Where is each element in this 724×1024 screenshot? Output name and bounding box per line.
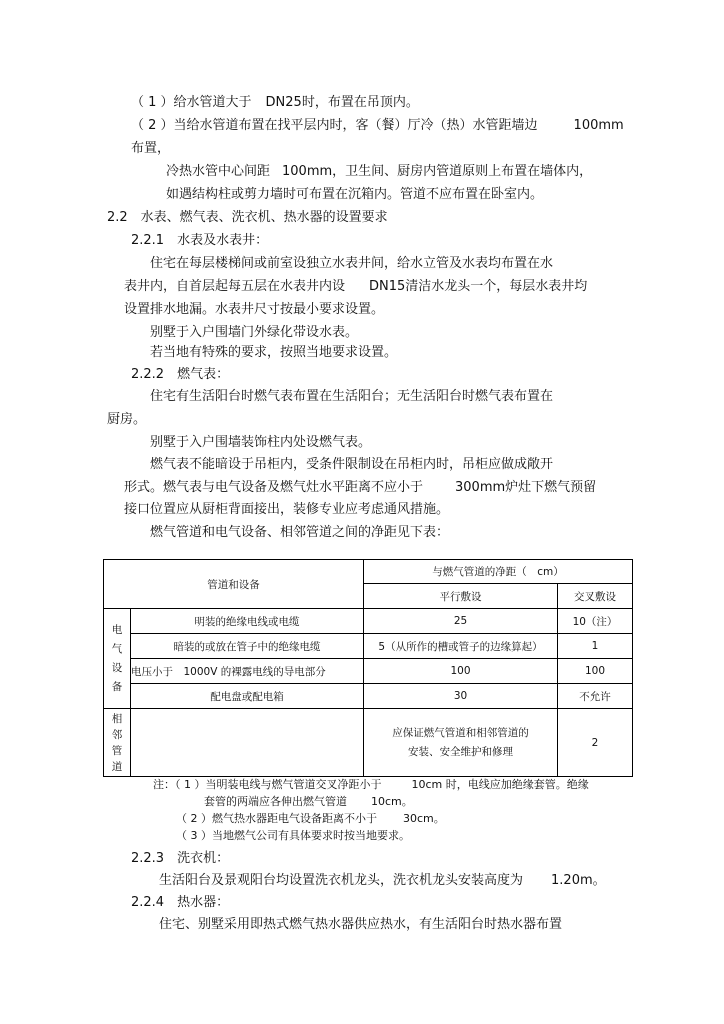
text-line: 别墅于入户围墙装饰柱内处设燃气表。: [150, 435, 372, 450]
text-line: 设置排水地漏。水表井尺寸按最小要求设置。: [124, 302, 385, 317]
text-line: 住宅、别墅采用即热式燃气热水器供应热水，有生活阳台时热水器布置: [159, 917, 563, 932]
section-heading: 2.2 水表、燃气表、洗衣机、热水器的设置要求: [107, 210, 388, 225]
table-cell-item: 配电盘或配电箱: [131, 684, 364, 709]
table-cell-cross: 10（注）: [558, 609, 633, 634]
header-parallel: 平行敷设: [364, 584, 558, 609]
header-clearance: 与燃气管道的净距（ cm）: [364, 560, 633, 584]
text-line: 燃气表不能暗设于吊柜内，受条件限制设在吊柜内时，吊柜应做成敞开: [150, 457, 554, 472]
text-line: （ 2 ）当给水管道布置在找平层内时，客（餐）厅冷（热）水管距墙边 100mm: [131, 118, 624, 133]
text-line: 别墅于入户围墙门外绿化带设水表。: [150, 325, 359, 340]
table-cell-item: 明装的绝缘电线或电缆: [131, 609, 364, 634]
text-line: 表井内，自首层起每五层在水表井内设 DN15清洁水龙头一个，每层水表井均: [124, 279, 588, 294]
table-cell-cross: 不允许: [558, 684, 633, 709]
text-line: 住宅有生活阳台时燃气表布置在生活阳台；无生活阳台时燃气表布置在: [150, 389, 554, 404]
subsection-heading: 2.2.1 水表及水表井：: [131, 233, 269, 248]
text-line: 住宅在每层楼梯间或前室设独立水表井间，给水立管及水表均布置在水: [150, 256, 554, 271]
table-cell-item: 电压小于 1000V 的裸露电线的导电部分: [131, 659, 364, 684]
text-line: 布置，: [131, 141, 171, 156]
subsection-heading: 2.2.3 洗衣机：: [131, 851, 230, 866]
table-note: 注：（ 1 ）当明装电线与燃气管道交叉净距小于 10cm 时，电线应加绝缘套管。绝缘: [153, 778, 589, 791]
text-line: 如遇结构柱或剪力墙时可布置在沉箱内。管道不应布置在卧室内。: [166, 187, 544, 202]
group-electrical: 电 气 设 备: [104, 609, 131, 709]
table-cell-item-empty: [131, 709, 364, 777]
table-cell-cross: 2: [558, 709, 633, 777]
table-cell-cross: 1: [558, 634, 633, 659]
clearance-table: [103, 559, 633, 777]
subsection-heading: 2.2.4 热水器：: [131, 895, 230, 910]
header-cross: 交叉敷设: [558, 584, 633, 609]
text-line: 形式。燃气表与电气设备及燃气灶水平距离不应小于 300mm炉灶下燃气预留: [124, 480, 597, 495]
text-line: 若当地有特殊的要求，按照当地要求设置。: [150, 345, 398, 360]
table-cell-cross: 100: [558, 659, 633, 684]
table-cell-parallel: 25: [364, 609, 558, 634]
table-note: （ 2 ）燃气热水器距电气设备距离不小于 30cm。: [176, 812, 445, 825]
text-line: （ 1 ）给水管道大于 DN25时，布置在吊顶内。: [131, 95, 419, 110]
text-line: 接口位置应从厨柜背面接出，装修专业应考虑通风措施。: [124, 502, 450, 517]
text-line: 厨房。: [107, 412, 147, 427]
table-cell-item: 暗装的或放在管子中的绝缘电缆: [131, 634, 364, 659]
table-note: （ 3 ）当地燃气公司有具体要求时按当地要求。: [176, 829, 410, 842]
text-line: 冷热水管中心间距 100mm，卫生间、厨房内管道原则上布置在墙体内，: [166, 164, 593, 179]
header-pipes-equipment: 管道和设备: [104, 560, 364, 609]
text-line: 生活阳台及景观阳台均设置洗衣机龙头，洗衣机龙头安装高度为 1.20m。: [159, 873, 606, 888]
table-cell-parallel: 30: [364, 684, 558, 709]
table-cell-parallel: 应保证燃气管道和相邻管道的 安装、安全维护和修理: [364, 709, 558, 777]
text-line: 燃气管道和电气设备、相邻管道之间的净距见下表：: [150, 525, 450, 540]
group-adjacent-pipes: 相 邻 管 道: [104, 709, 131, 777]
table-note: 套管的两端应各伸出燃气管道 10cm。: [204, 795, 413, 808]
table-cell-parallel: 100: [364, 659, 558, 684]
table-cell-parallel: 5（从所作的槽或管子的边缘算起）: [364, 634, 558, 659]
subsection-heading: 2.2.2 燃气表：: [131, 367, 230, 382]
